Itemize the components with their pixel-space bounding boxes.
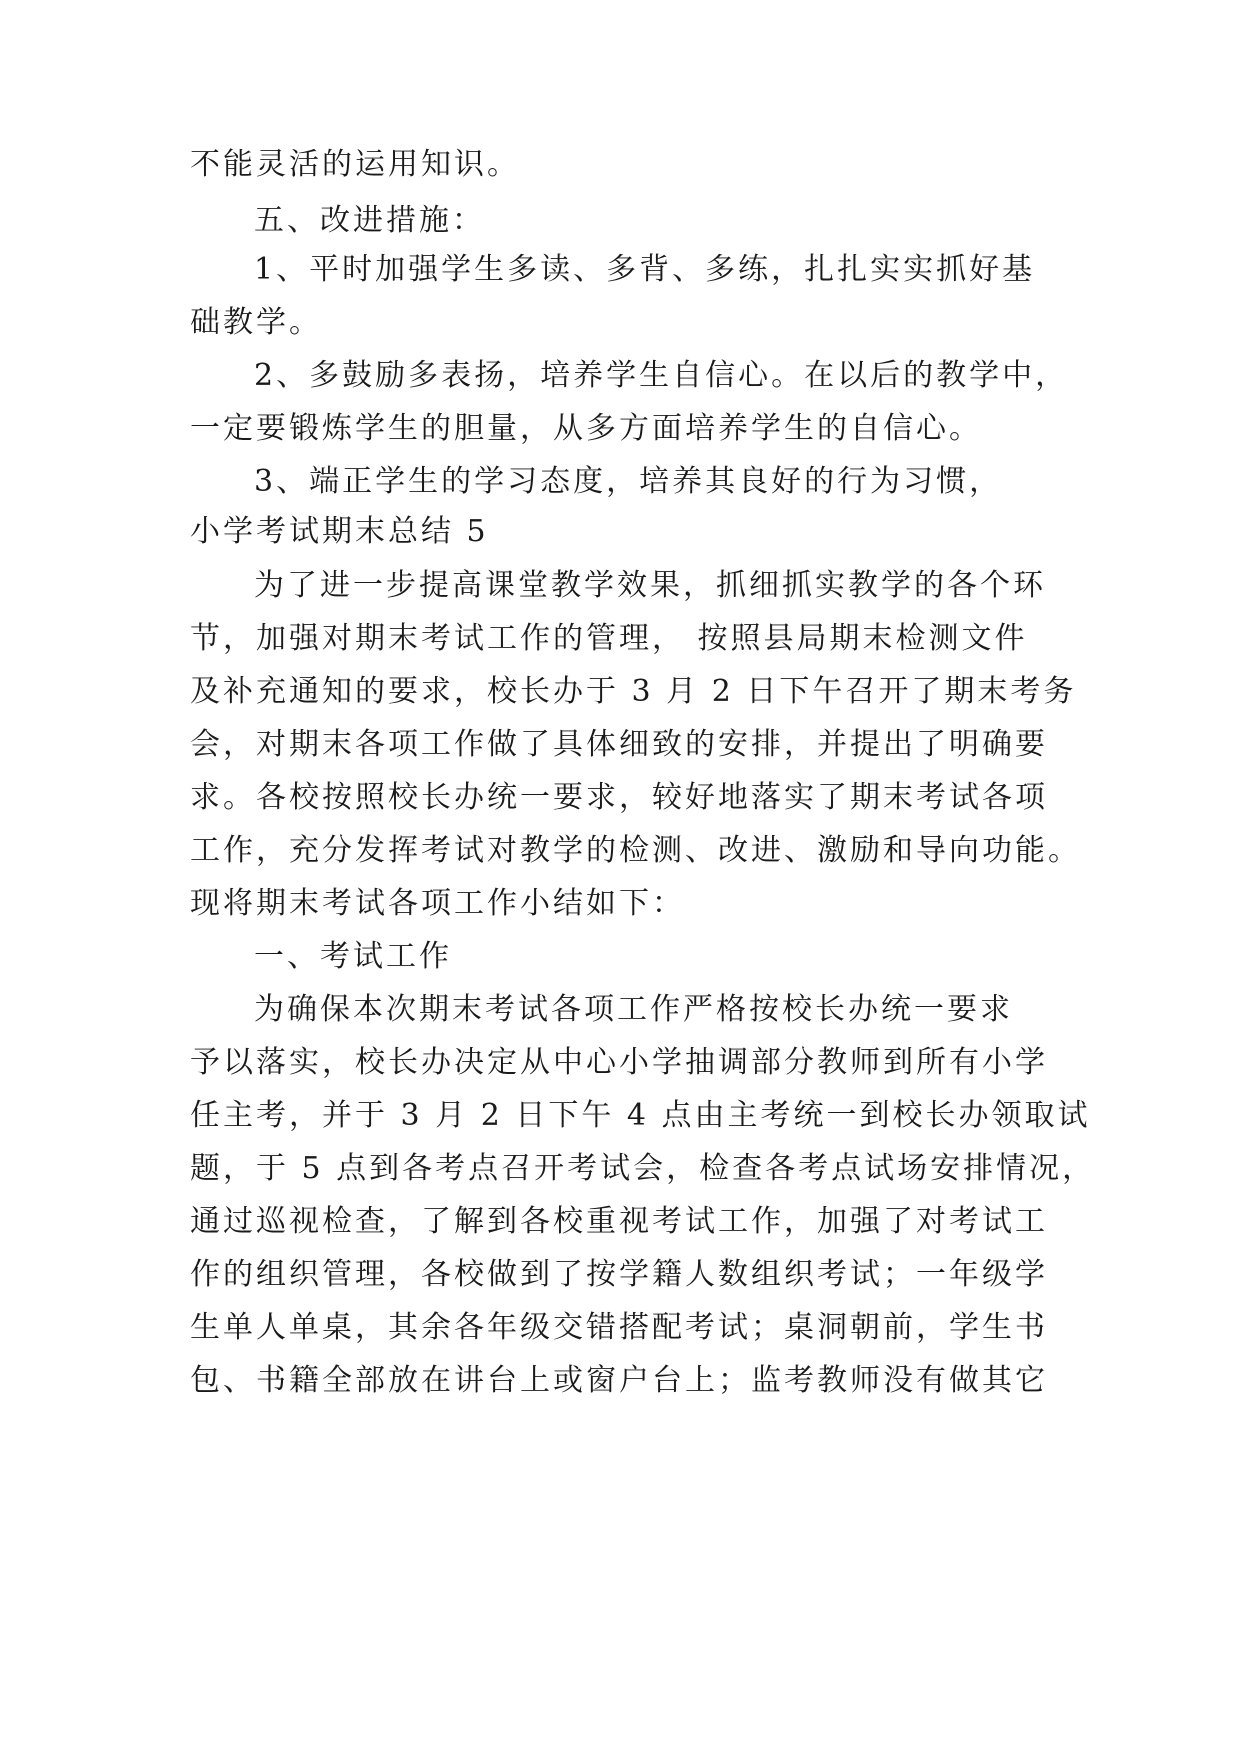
text-line: 任主考，并于 3 月 2 日下午 4 点由主考统一到校长办领取试 [190,1098,1091,1133]
text-line: 础教学。 [190,305,322,340]
text-line: 及补充通知的要求，校长办于 3 月 2 日下午召开了期末考务 [190,674,1077,709]
text-line: 工作，充分发挥考试对教学的检测、改进、激励和导向功能。 [190,833,1081,868]
text-line: 通过巡视检查，了解到各校重视考试工作，加强了对考试工 [190,1204,1048,1239]
text-line: 作的组织管理，各校做到了按学籍人数组织考试；一年级学 [190,1257,1048,1292]
section-title: 小学考试期末总结 5 [190,514,489,549]
text-line: 3、端正学生的学习态度，培养其良好的行为习惯， [254,464,1003,499]
text-line: 生单人单桌，其余各年级交错搭配考试；桌洞朝前，学生书 [190,1310,1048,1345]
section-heading: 五、改进措施： [254,203,485,238]
text-line: 会，对期末各项工作做了具体细致的安排，并提出了明确要 [190,727,1048,762]
text-line: 为确保本次期末考试各项工作严格按校长办统一要求 [254,992,1013,1027]
text-line: 为了进一步提高课堂教学效果，抓细抓实教学的各个环 [254,568,1046,603]
text-line: 不能灵活的运用知识。 [190,147,520,182]
text-line: 求。各校按照校长办统一要求，较好地落实了期末考试各项 [190,780,1048,815]
text-line: 1、平时加强学生多读、多背、多练，扎扎实实抓好基 [254,252,1036,287]
text-line: 题，于 5 点到各考点召开考试会，检查各考点试场安排情况， [190,1151,1096,1186]
text-line: 一定要锻炼学生的胆量，从多方面培养学生的自信心。 [190,411,982,446]
text-line: 节，加强对期末考试工作的管理， 按照县局期末检测文件 [190,621,1028,656]
section-heading: 一、考试工作 [254,939,452,974]
text-line: 现将期末考试各项工作小结如下： [190,886,685,921]
text-line: 予以落实，校长办决定从中心小学抽调部分教师到所有小学 [190,1045,1048,1080]
text-line: 2、多鼓励多表扬，培养学生自信心。在以后的教学中， [254,358,1069,393]
text-line: 包、书籍全部放在讲台上或窗户台上；监考教师没有做其它 [190,1363,1048,1398]
